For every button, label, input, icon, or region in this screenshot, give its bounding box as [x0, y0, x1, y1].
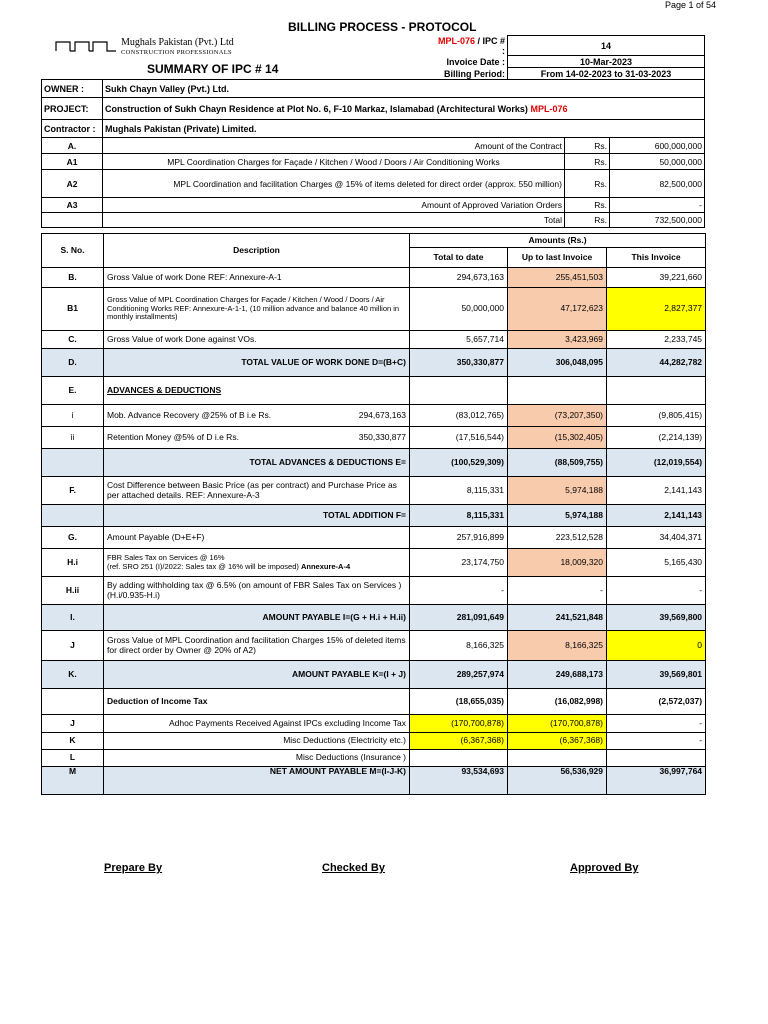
- table-row: J Gross Value of MPL Coordination and facilitation Charges 15% of deleted items for direct order by Owner @ 20% of A2) 8,166,325 8,166,325 0: [42, 631, 706, 661]
- contract-total-row: Total Rs. 732,500,000: [42, 213, 705, 228]
- checked-by-label: Checked By: [322, 862, 385, 874]
- contract-row: A. Amount of the Contract Rs. 600,000,000: [42, 138, 705, 154]
- table-row: TOTAL ADDITION F= 8,115,331 5,974,188 2,141,143: [42, 505, 706, 527]
- project-value: Construction of Sukh Chayn Residence at Plot No. 6, F-10 Markaz, Islamabad (Architectural Works) MPL-076: [103, 98, 705, 120]
- invoice-date-value: 10-Mar-2023: [508, 56, 705, 68]
- ipc-label: MPL-076 / IPC # :: [437, 35, 505, 56]
- table-row: TOTAL ADVANCES & DEDUCTIONS E= (100,529,309) (88,509,755) (12,019,554): [42, 449, 706, 477]
- table-row: D. TOTAL VALUE OF WORK DONE D=(B+C) 350,330,877 306,048,095 44,282,782: [42, 349, 706, 377]
- col-total-to-date: Total to date: [410, 248, 508, 268]
- table-row: F. Cost Difference between Basic Price (as per contract) and Purchase Price as per attached details. REF: Annexure-A-3 8,115,331 5,974,188 2,141,143: [42, 477, 706, 505]
- table-row: G. Amount Payable (D+E+F) 257,916,899 223,512,528 34,404,371: [42, 527, 706, 549]
- invoice-date-label: Invoice Date :: [446, 56, 505, 67]
- project-info-table: [41, 79, 705, 138]
- logo-mark-icon: [55, 40, 117, 52]
- table-row: C. Gross Value of work Done against VOs. 5,657,714 3,423,969 2,233,745: [42, 331, 706, 349]
- company-logo: [55, 37, 245, 59]
- table-row: J Adhoc Payments Received Against IPCs excluding Income Tax (170,700,878) (170,700,878) -: [42, 715, 706, 733]
- company-name: Mughals Pakistan (Pvt.) Ltd: [121, 37, 234, 48]
- table-row: L Misc Deductions (Insurance ): [42, 750, 706, 767]
- table-row: I. AMOUNT PAYABLE I=(G + H.i + H.ii) 281,091,649 241,521,848 39,569,800: [42, 605, 706, 631]
- contract-amounts-table: [41, 137, 705, 228]
- document-title: BILLING PROCESS - PROTOCOL: [288, 20, 477, 34]
- col-up-to-last: Up to last Invoice: [508, 248, 607, 268]
- table-row: M NET AMOUNT PAYABLE M=(I-J-K) 93,534,693 56,536,929 36,997,764: [42, 767, 706, 795]
- owner-value: Sukh Chayn Valley (Pvt.) Ltd.: [103, 80, 705, 98]
- owner-label: OWNER :: [42, 80, 103, 98]
- contract-row: A3 Amount of Approved Variation Orders Rs. -: [42, 198, 705, 213]
- col-amounts: Amounts (Rs.): [410, 234, 706, 248]
- billing-period-label: Billing Period:: [443, 68, 505, 79]
- table-row: K Misc Deductions (Electricity etc.) (6,367,368) (6,367,368) -: [42, 733, 706, 750]
- col-this-invoice: This Invoice: [607, 248, 706, 268]
- header-fields: [430, 35, 705, 80]
- table-row: H.i FBR Sales Tax on Services @ 16% (ref. SRO 251 (I)/2022: Sales tax @ 16% will be imposed) Annexure-A-4 23,174,750 18,009,320 5,165,430: [42, 549, 706, 577]
- table-row: ii Retention Money @5% of D i.e Rs. 350,330,877 (17,516,544) (15,302,405) (2,214,139): [42, 427, 706, 449]
- table-row: Deduction of Income Tax (18,655,035) (16,082,998) (2,572,037): [42, 689, 706, 715]
- summary-title: SUMMARY OF IPC # 14: [147, 62, 279, 76]
- contract-row: A2 MPL Coordination and facilitation Charges @ 15% of items deleted for direct order (approx. 550 million) Rs. 82,500,000: [42, 170, 705, 198]
- table-row: H.ii By adding withholding tax @ 6.5% (on amount of FBR Sales Tax on Services ) (H.i/0.935-H.i) - - -: [42, 577, 706, 605]
- company-tagline: CONSTRUCTION PROFESSIONALS: [121, 49, 232, 56]
- col-sno: S. No.: [42, 234, 104, 268]
- col-description: Description: [104, 234, 410, 268]
- project-label: PROJECT:: [42, 98, 103, 120]
- table-row: B1 Gross Value of MPL Coordination Charges for Façade / Kitchen / Wood / Doors / Air Conditioning Works REF: Annexure-A-1-1, (10 million advance and balance 40 million in monthly installments) 50,000,000 47,172,623 2,827,377: [42, 288, 706, 331]
- contract-row: A1 MPL Coordination Charges for Façade / Kitchen / Wood / Doors / Air Conditioning Works Rs. 50,000,000: [42, 154, 705, 170]
- contractor-value: Mughals Pakistan (Private) Limited.: [103, 120, 705, 138]
- ipc-summary-table: [41, 233, 706, 795]
- approved-by-label: Approved By: [570, 862, 639, 874]
- contractor-label: Contractor :: [42, 120, 103, 138]
- page-number: Page 1 of 54: [664, 0, 716, 10]
- billing-period-value: From 14-02-2023 to 31-03-2023: [508, 68, 705, 80]
- table-row: i Mob. Advance Recovery @25% of B i.e Rs. 294,673,163 (83,012,765) (73,207,350) (9,805,415): [42, 405, 706, 427]
- table-row: E. ADVANCES & DEDUCTIONS: [42, 377, 706, 405]
- table-row: K. AMOUNT PAYABLE K=(I + J) 289,257,974 249,688,173 39,569,801: [42, 661, 706, 689]
- table-row: B. Gross Value of work Done REF: Annexure-A-1 294,673,163 255,451,503 39,221,660: [42, 268, 706, 288]
- ipc-value: 14: [508, 36, 705, 56]
- prepare-by-label: Prepare By: [104, 862, 163, 874]
